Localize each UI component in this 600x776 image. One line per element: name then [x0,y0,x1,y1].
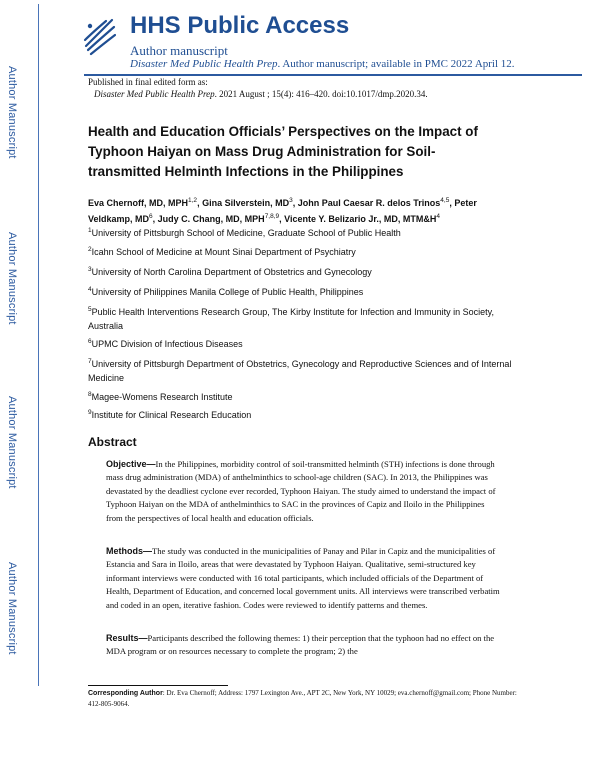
author-affiliation-sup: 6 [149,213,153,220]
author-separator: , [152,214,158,224]
affiliation-number: 6 [88,338,92,345]
affiliation-item [88,243,518,259]
journal-availability-text: . Author manuscript; available in PMC 2022 April 12. [277,58,515,70]
methods-text: The study was conducted in the municipalities of Panay and Pilar in Capiz and the municipalities of Estancia and Sara in Iloilo, areas that were devastated by Typhoon Haiyan. Qualitative, semi-structured key informant interviews were conducted with 16 total participants, which included officials of the Department of Health, Department of Education, and concerned local government units. All interviews were transcribed verbatim and coded in an open, iterative fashion. Codes were reviewed to identify patterns and themes. [106,546,500,610]
author-affiliation-sup: 1,2 [188,197,198,204]
affiliation-text: University of Philippines Manila College of Public Health, Philippines [91,287,364,297]
sidebar-label-1: Author Manuscript [6,66,18,159]
results-paragraph [106,632,502,659]
affiliation-item [88,335,518,351]
affiliation-text: UPMC Division of Infectious Diseases [91,339,243,349]
affiliation-item [88,263,518,279]
header-rule [84,74,582,76]
author-name: John Paul Caesar R. delos Trinos [297,198,441,208]
affiliation-item [88,388,518,404]
author-list [88,194,518,226]
affiliation-item [88,303,518,333]
affiliation-number: 7 [88,358,92,365]
affiliation-number: 3 [88,266,92,273]
affiliation-text: University of Pittsburgh Department of Obstetrics, Gynecology and Reproductive Sciences and of Internal Medicine [88,359,512,383]
footnote-rule [88,685,228,686]
author-affiliation-sup: 4,5 [440,197,450,204]
author-separator: , [292,198,298,208]
journal-name: Disaster Med Public Health Prep [130,58,278,70]
corresponding-author-footnote [88,688,518,709]
author-name: Gina Silverstein, MD [202,198,290,208]
citation-details: . 2021 August ; 15(4): 416–420. doi:10.1017/dmp.2020.34. [214,89,428,99]
affiliation-item [88,355,518,385]
hhs-title: HHS Public Access [130,12,350,39]
footnote-label: Corresponding Author [88,690,163,697]
methods-paragraph [106,545,502,612]
affiliation-number: 4 [88,286,92,293]
affiliation-text: Magee-Womens Research Institute [91,392,233,402]
hhs-eagle-logo-icon [82,16,116,56]
published-label: Published in final edited form as: [88,77,208,87]
abstract-heading: Abstract [88,435,137,449]
affiliation-number: 2 [88,246,92,253]
footnote-text: : Dr. Eva Chernoff; Address: 1797 Lexington Ave., APT 2C, New York, NY 10029; eva.chernoff@gmail.com; Phone Number: 412-805-9064. [88,689,517,708]
author-name: Peter Veldkamp, MD [88,198,477,224]
affiliation-number: 9 [88,409,92,416]
affiliation-number: 1 [88,227,92,234]
author-name: Vicente Y. Belizario Jr., MD, MTM&H [284,214,437,224]
sidebar-divider [38,4,39,686]
author-affiliation-sup: 3 [289,197,293,204]
affiliation-text: University of Pittsburgh School of Medicine, Graduate School of Public Health [91,228,401,238]
author-separator: , [197,198,203,208]
affiliation-text: Public Health Interventions Research Group, The Kirby Institute for Infection and Immunity in Society, Australia [88,307,494,331]
sidebar-label-3: Author Manuscript [6,396,18,489]
author-name: Judy C. Chang, MD, MPH [157,214,265,224]
affiliation-item [88,224,518,240]
affiliation-item [88,406,518,422]
citation-line [94,89,428,99]
journal-availability [130,58,515,70]
affiliation-text: Institute for Clinical Research Education [91,410,252,420]
author-separator: , [449,198,455,208]
author-manuscript-subtitle: Author manuscript [130,43,228,58]
article-title: Health and Education Officials’ Perspectives on the Impact of Typhoon Haiyan on Mass Drug Administration for Soil-transmitted Helminth Infections in the Philippines [88,124,478,179]
author-name: Eva Chernoff, MD, MPH [88,198,189,208]
affiliation-item [88,283,518,299]
affiliation-number: 5 [88,306,92,313]
author-affiliation-sup: 7,8,9 [264,213,280,220]
author-affiliation-sup: 4 [436,213,441,220]
sidebar-label-2: Author Manuscript [6,232,18,325]
sidebar-label-4: Author Manuscript [6,562,18,655]
affiliation-number: 8 [88,391,92,398]
results-lead: Results— [106,633,148,643]
objective-lead: Objective— [106,459,156,469]
results-text: Participants described the following themes: 1) their perception that the typhoon had no effect on the MDA program or on resources necessary to complete the program; 2) the [106,633,495,657]
affiliation-text: University of North Carolina Department of Obstetrics and Gynecology [91,267,372,277]
affiliation-text: Icahn School of Medicine at Mount Sinai Department of Psychiatry [91,247,356,257]
citation-journal: Disaster Med Public Health Prep [94,89,215,99]
objective-paragraph [106,458,502,525]
author-separator: , [279,214,285,224]
objective-text: In the Philippines, morbidity control of soil-transmitted helminth (STH) infections is done through mass drug administration (MDA) of anthelminthics to school-age children (SAC). In 2013, the Philippines was devastated by the deadliest cyclone ever recorded, Typhoon Haiyan. The study aimed to understand the impact of Typhoon Haiyan on the MDA of anthelminthics to SAC in the provinces of Capiz and Iloilo in the Philippines from the perspectives of local health and education officials. [106,459,496,523]
methods-lead: Methods— [106,546,152,556]
